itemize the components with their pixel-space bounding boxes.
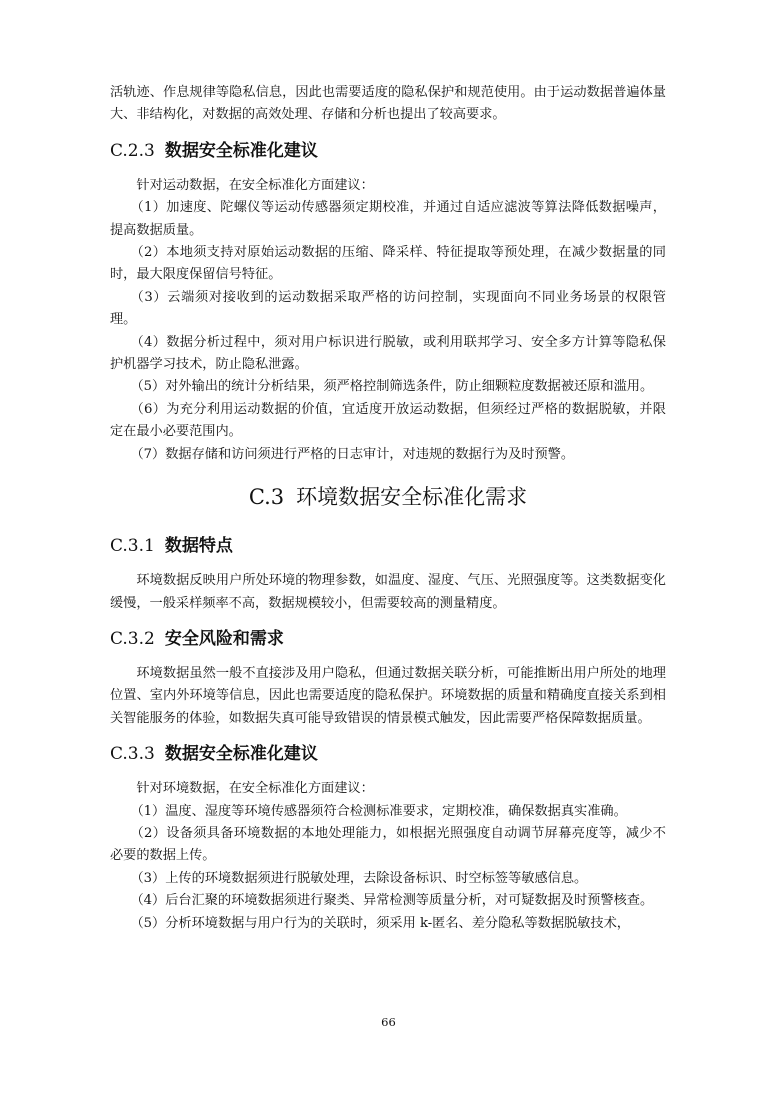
section-paragraph: 环境数据反映用户所处环境的物理参数，如温度、湿度、气压、光照强度等。这类数据变化缓慢，一般采样频率不高，数据规模较小，但需要较高的测量精度。 bbox=[110, 573, 666, 611]
list-item: （5）对外输出的统计分析结果，须严格控制筛选条件，防止细颗粒度数据被还原和滥用。 bbox=[130, 379, 654, 395]
list-item: （2）设备须具备环境数据的本地处理能力，如根据光照强度自动调节屏幕亮度等，减少不必要的数据上传。 bbox=[110, 825, 666, 864]
section-paragraph: 环境数据虽然一般不直接涉及用户隐私，但通过数据关联分析，可能推断出用户所处的地理位置、室内外环境等信息，因此也需要适度的隐私保护。环境数据的质量和精确度直接关系到相关智能服务的体验，如数据失真可能导致错误的情景模式触发，因此需要严格保障数据质量。 bbox=[110, 665, 666, 726]
section-title: 数据特点 bbox=[164, 536, 233, 557]
list-item: （1）温度、湿度等环境传感器须符合检测标准要求，定期校准，确保数据真实准确。 bbox=[130, 803, 627, 819]
list-item: （7）数据存储和访问须进行严格的日志审计，对违规的数据行为及时预警。 bbox=[130, 446, 575, 462]
section-title: 数据安全标准化建议 bbox=[164, 140, 318, 161]
chapter-heading-c3 bbox=[110, 482, 666, 512]
list-item: （5）分析环境数据与用户行为的关联时，须采用 k-匿名、差分隐私等数据脱敏技术， bbox=[130, 915, 630, 931]
list-item: （2）本地须支持对原始运动数据的压缩、降采样、特征提取等预处理，在减少数据量的同时，最大限度保留信号特征。 bbox=[110, 245, 666, 283]
section-heading-c33 bbox=[110, 742, 666, 766]
section-title: 安全风险和需求 bbox=[164, 628, 284, 649]
section-heading-c31 bbox=[110, 534, 666, 558]
section-lead: 针对环境数据，在安全标准化方面建议： bbox=[136, 781, 374, 797]
chapter-number: C.3 bbox=[248, 485, 285, 510]
section-title: 数据安全标准化建议 bbox=[164, 744, 318, 765]
chapter-title: 环境数据安全标准化需求 bbox=[296, 485, 528, 510]
section-heading-c23 bbox=[110, 139, 666, 163]
page-number: 66 bbox=[381, 1015, 396, 1029]
section-lead: 针对运动数据，在安全标准化方面建议： bbox=[136, 177, 374, 193]
section-number: C.3.1 bbox=[110, 536, 155, 557]
section-number: C.2.3 bbox=[110, 140, 155, 161]
list-item: （6）为充分利用运动数据的价值，宜适度开放运动数据，但须经过严格的数据脱敏，并限定在最小必要范围内。 bbox=[110, 401, 666, 440]
section-number: C.3.3 bbox=[110, 744, 155, 765]
list-item: （1）加速度、陀螺仪等运动传感器须定期校准，并通过自适应滤波等算法降低数据噪声，提高数据质量。 bbox=[110, 200, 666, 238]
list-item: （3）云端须对接收到的运动数据采取严格的访问控制，实现面向不同业务场景的权限管理。 bbox=[110, 289, 666, 328]
document-page bbox=[110, 82, 666, 935]
intro-paragraph: 活轨迹、作息规律等隐私信息，因此也需要适度的隐私保护和规范使用。由于运动数据普遍体量大、非结构化，对数据的高效处理、存储和分析也提出了较高要求。 bbox=[110, 85, 666, 123]
list-item: （4）后台汇聚的环境数据须进行聚类、异常检测等质量分析，对可疑数据及时预警核查。 bbox=[130, 893, 654, 909]
list-item: （4）数据分析过程中，须对用户标识进行脱敏，或利用联邦学习、安全多方计算等隐私保护机器学习技术，防止隐私泄露。 bbox=[110, 334, 666, 373]
list-item: （3）上传的环境数据须进行脱敏处理，去除设备标识、时空标签等敏感信息。 bbox=[130, 870, 588, 886]
section-number: C.3.2 bbox=[110, 628, 155, 649]
section-heading-c32 bbox=[110, 627, 666, 651]
